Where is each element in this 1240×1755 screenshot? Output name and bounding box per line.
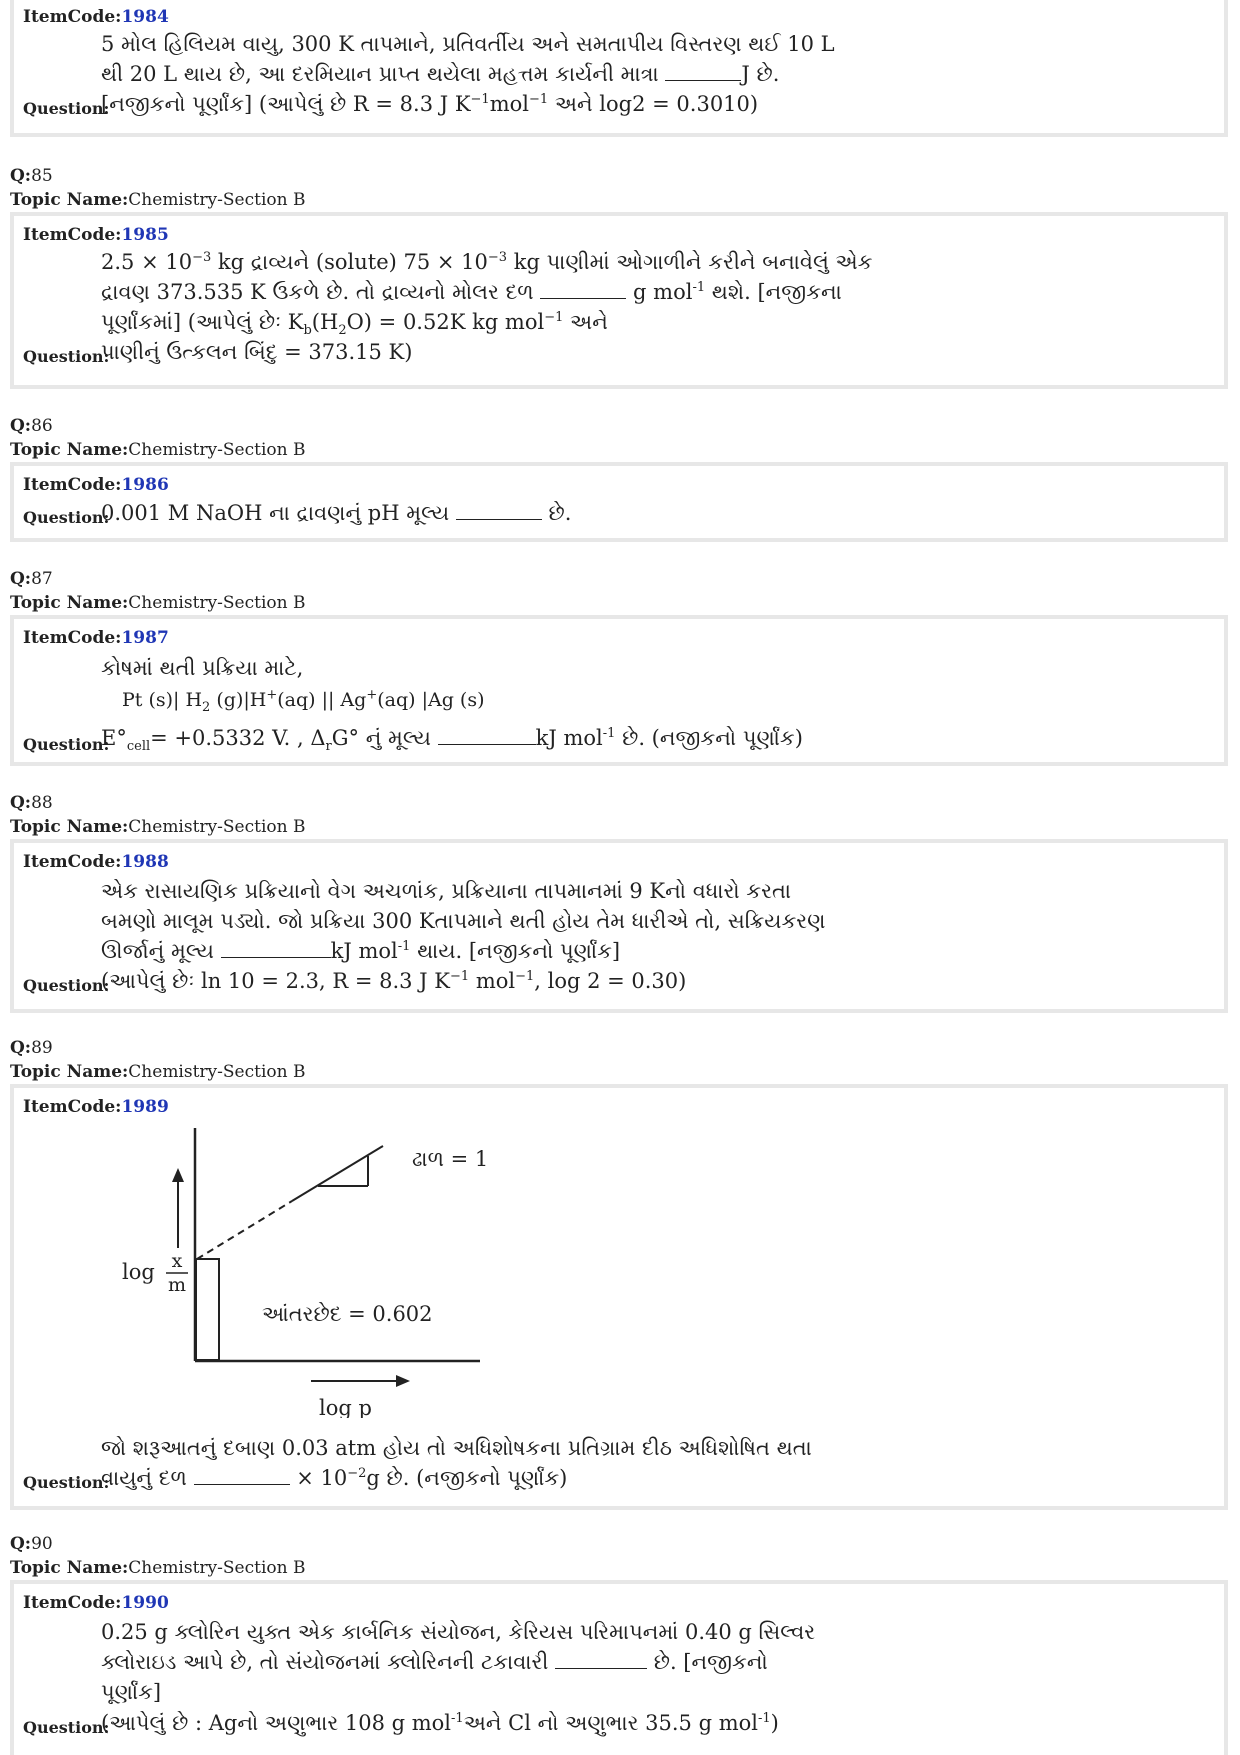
- text-fragment: E°: [101, 726, 127, 750]
- question-text-line: [101, 278, 842, 306]
- answer-blank: [555, 1667, 647, 1669]
- question-text-line: [101, 1464, 567, 1492]
- question-label: Question:: [23, 99, 110, 118]
- item-code: [23, 627, 169, 649]
- question-box-1988: [10, 839, 1228, 1013]
- text-fragment: પૂર્ણાંક]: [101, 1680, 162, 1704]
- topic-label: Topic Name:: [10, 1558, 129, 1578]
- item-code: [23, 6, 169, 28]
- text-fragment: થાય. [નજીકનો પૂર્ણાંક]: [410, 939, 621, 963]
- text-fragment: Pt (s)| H: [122, 689, 203, 711]
- question-label: Question:: [23, 976, 110, 995]
- topic-label: Topic Name:: [10, 817, 129, 837]
- question-label: Question:: [23, 735, 110, 754]
- item-code-value: 1988: [121, 852, 169, 872]
- topic-name: [10, 815, 305, 839]
- question-text-line: [101, 1678, 161, 1706]
- topic-name: [10, 1060, 305, 1084]
- text-fragment: mol: [469, 969, 516, 993]
- question-text-line: [101, 1648, 768, 1676]
- item-code: [23, 851, 169, 873]
- q-number: 89: [31, 1038, 53, 1058]
- q-label: Q:: [10, 569, 32, 589]
- question-text-line: [101, 90, 758, 118]
- superscript: -1: [397, 939, 411, 954]
- text-fragment: બમણો માલૂમ પડ્યો. જો પ્રક્રિયા 300 Kતાપમાને થતી હોય તેમ ધારીએ તો, સક્રિયકરણ: [101, 909, 826, 933]
- text-fragment: એક રાસાયણિક પ્રક્રિયાનો વેગ અચળાંક, પ્રક્રિયાના તાપમાનમાં 9 Kનો વધારો કરતા: [101, 879, 792, 903]
- superscript: −1: [470, 92, 490, 107]
- y-axis-label-denominator: m: [167, 1274, 187, 1296]
- subscript: 2: [338, 323, 347, 339]
- x-axis-label: log p: [319, 1396, 372, 1418]
- text-fragment: દ્રાવણ 373.535 K ઉકળે છે. તો દ્રાવ્યનો મોલર દળ: [101, 280, 534, 304]
- topic-value: Chemistry-Section B: [128, 593, 306, 613]
- superscript: -1: [692, 280, 706, 295]
- subscript: cell: [126, 739, 151, 755]
- superscript: −3: [192, 250, 212, 265]
- text-fragment: g mol: [626, 280, 693, 304]
- question-text-line: [101, 30, 835, 58]
- question-text-line: [101, 60, 779, 88]
- question-text-line: [101, 907, 825, 935]
- text-fragment: (આપેલું છેઃ ln 10 = 2.3, R = 8.3 J K: [101, 969, 450, 993]
- question-box-1986: [10, 462, 1228, 542]
- text-fragment: 2.5 × 10: [101, 250, 193, 274]
- question-number: [10, 1532, 53, 1556]
- topic-value: Chemistry-Section B: [128, 190, 306, 210]
- item-code-label: ItemCode:: [23, 7, 122, 27]
- text-fragment: કોષમાં થતી પ્રક્રિયા માટે,: [101, 656, 304, 680]
- item-code-label: ItemCode:: [23, 475, 122, 495]
- topic-label: Topic Name:: [10, 593, 129, 613]
- item-code-value: 1986: [121, 475, 169, 495]
- y-axis-label-log: log: [122, 1260, 155, 1284]
- superscript: -1: [757, 1711, 771, 1726]
- text-fragment: kg દ્રાવ્યને (solute) 75 × 10: [211, 250, 488, 274]
- extrapolated-line: [197, 1201, 292, 1259]
- question-number: [10, 164, 53, 188]
- q-label: Q:: [10, 1038, 32, 1058]
- text-fragment: પૂર્ણાંકમાં] (આપેલું છેઃ K: [101, 310, 304, 334]
- question-number: [10, 567, 53, 591]
- text-fragment: kJ mol: [330, 939, 398, 963]
- question-text-line: [101, 967, 686, 995]
- x-arrow-head: [396, 1375, 410, 1387]
- text-fragment: અને Cl નો અણુભાર 35.5 g mol: [463, 1711, 758, 1735]
- question-label: Question:: [23, 347, 110, 366]
- question-number: [10, 791, 53, 815]
- item-code-label: ItemCode:: [23, 1593, 122, 1613]
- text-fragment: [નજીકનો પૂર્ણાંક] (આપેલું છે R = 8.3 J K: [101, 92, 471, 116]
- q-number: 86: [31, 416, 53, 436]
- text-fragment: થશે. [નજીકના: [705, 280, 842, 304]
- item-code-label: ItemCode:: [23, 1097, 122, 1117]
- text-fragment: mol: [489, 92, 529, 116]
- question-box-1990: [10, 1580, 1228, 1755]
- question-text-line: [101, 877, 791, 905]
- topic-value: Chemistry-Section B: [128, 817, 306, 837]
- text-fragment: (aq) |Ag (s): [377, 689, 485, 711]
- text-fragment: × 10: [289, 1466, 348, 1490]
- question-label: Question:: [23, 508, 110, 527]
- question-label: Question:: [23, 1473, 110, 1492]
- topic-name: [10, 1556, 305, 1580]
- item-code-label: ItemCode:: [23, 628, 122, 648]
- topic-name: [10, 438, 305, 462]
- question-text-line: [101, 1434, 812, 1462]
- text-fragment: વાયુનું દળ: [101, 1466, 187, 1490]
- item-code-label: ItemCode:: [23, 852, 122, 872]
- superscript: +: [266, 687, 278, 703]
- topic-label: Topic Name:: [10, 1062, 129, 1082]
- topic-value: Chemistry-Section B: [128, 1062, 306, 1082]
- item-code: [23, 224, 169, 246]
- intercept-bracket: [196, 1259, 219, 1360]
- item-code-value: 1987: [121, 628, 169, 648]
- question-box-1987: [10, 615, 1228, 766]
- y-arrow-head: [172, 1168, 184, 1182]
- text-fragment: O) = 0.52K kg mol: [346, 310, 545, 334]
- question-text-line: [101, 1618, 815, 1646]
- text-fragment: છે. [નજીકનો: [647, 1650, 768, 1674]
- text-fragment: kg પાણીમાં ઓગાળીને કરીને બનાવેલું એક: [507, 250, 873, 274]
- q-number: 90: [31, 1534, 53, 1554]
- subscript: b: [303, 323, 312, 339]
- topic-value: Chemistry-Section B: [128, 440, 306, 460]
- question-text-line: [101, 248, 873, 276]
- adsorption-isotherm-graph: [14, 1088, 1224, 1418]
- item-code-value: 1989: [121, 1097, 169, 1117]
- question-box-1984: [10, 0, 1228, 137]
- text-fragment: ): [770, 1711, 779, 1735]
- text-fragment: અને log2 = 0.3010): [548, 92, 759, 116]
- answer-blank: [665, 79, 741, 81]
- text-fragment: 0.001 M NaOH ના દ્રાવણનું pH મૂલ્ય: [101, 501, 450, 525]
- question-text-line: [101, 308, 608, 339]
- superscript: −2: [347, 1466, 367, 1481]
- superscript: −1: [528, 92, 549, 107]
- item-code-value: 1984: [121, 7, 169, 27]
- question-text-line: [101, 1709, 779, 1737]
- text-fragment: J છે.: [741, 62, 780, 86]
- item-code-label: ItemCode:: [23, 225, 122, 245]
- text-fragment: G° નું મૂલ્ય: [331, 726, 431, 750]
- text-fragment: છે. (નજીકનો પૂર્ણાંક): [615, 726, 803, 750]
- topic-label: Topic Name:: [10, 190, 129, 210]
- answer-blank: [438, 743, 536, 745]
- y-axis-label-numerator: x: [171, 1250, 183, 1272]
- text-fragment: kJ mol: [535, 726, 603, 750]
- text-fragment: (aq) || Ag: [277, 689, 367, 711]
- q-label: Q:: [10, 416, 32, 436]
- subscript: r: [325, 739, 332, 755]
- text-fragment: અને: [563, 310, 608, 334]
- text-fragment: , log 2 = 0.30): [534, 969, 687, 993]
- q-number: 88: [31, 793, 53, 813]
- superscript: −1: [515, 969, 535, 984]
- question-box-1989: [10, 1084, 1228, 1510]
- text-fragment: પાણીનું ઉત્કલન બિંદુ = 373.15 K): [101, 340, 413, 364]
- text-fragment: ક્લોરાઇડ આપે છે, તો સંયોજનમાં ક્લોરિનની ટકાવારી: [101, 1650, 549, 1674]
- superscript: −1: [449, 969, 470, 984]
- text-fragment: (આપેલું છે : Agનો અણુભાર 108 g mol: [101, 1711, 452, 1735]
- superscript: -1: [451, 1711, 464, 1726]
- cell-notation: [122, 686, 485, 714]
- question-text-line: [101, 724, 803, 755]
- isotherm-line: [292, 1146, 383, 1201]
- q-label: Q:: [10, 1534, 32, 1554]
- text-fragment: 0.25 g ક્લોરિન યુક્ત એક કાર્બનિક સંયોજન, કેરિયસ પરિમાપનમાં 0.40 g સિલ્વર: [101, 1620, 816, 1644]
- topic-label: Topic Name:: [10, 440, 129, 460]
- text-fragment: 5 મોલ હિલિયમ વાયુ, 300 K તાપમાને, પ્રતિવર્તીય અને સમતાપીય વિસ્તરણ થઈ 10 L: [101, 32, 835, 56]
- question-box-1985: [10, 212, 1228, 389]
- text-fragment: (H: [311, 310, 339, 334]
- text-fragment: g છે. (નજીકનો પૂર્ણાંક): [366, 1466, 568, 1490]
- q-label: Q:: [10, 793, 32, 813]
- q-number: 85: [31, 166, 53, 186]
- question-number: [10, 414, 53, 438]
- text-fragment: = +0.5332 V. , Δ: [150, 726, 326, 750]
- q-label: Q:: [10, 166, 32, 186]
- question-text-line: [101, 654, 303, 682]
- item-code: [23, 1592, 169, 1614]
- superscript: −3: [487, 250, 508, 265]
- text-fragment: છે.: [541, 501, 572, 525]
- answer-blank: [456, 518, 542, 520]
- text-fragment: (g)|H: [210, 689, 267, 711]
- text-fragment: ઊર્જાનું મૂલ્ય: [101, 939, 214, 963]
- item-code: [23, 474, 169, 496]
- superscript: -1: [602, 726, 616, 741]
- answer-blank: [194, 1483, 290, 1485]
- question-text-line: [101, 338, 412, 366]
- superscript: +: [366, 687, 378, 703]
- text-fragment: થી 20 L થાય છે, આ દરમિયાન પ્રાપ્ત થયેલા મહત્તમ કાર્યની માત્રા: [101, 62, 659, 86]
- question-label: Question:: [23, 1718, 110, 1737]
- item-code-value: 1990: [121, 1593, 169, 1613]
- question-text-line: [101, 499, 571, 527]
- topic-name: [10, 188, 305, 212]
- slope-label: ઢાળ = 1: [412, 1147, 489, 1171]
- question-number: [10, 1036, 53, 1060]
- answer-blank: [221, 956, 331, 958]
- question-text-line: [101, 937, 620, 965]
- answer-blank: [540, 297, 626, 299]
- superscript: −1: [544, 310, 564, 325]
- text-fragment: જો શરૂઆતનું દબાણ 0.03 atm હોય તો અધિશોષકના પ્રતિગ્રામ દીઠ અધિશોષિત થતા: [101, 1436, 812, 1460]
- intercept-label: આંતરછેદ = 0.602: [262, 1302, 433, 1326]
- item-code-value: 1985: [121, 225, 169, 245]
- topic-name: [10, 591, 305, 615]
- q-number: 87: [31, 569, 53, 589]
- subscript: 2: [202, 699, 211, 715]
- topic-value: Chemistry-Section B: [128, 1558, 306, 1578]
